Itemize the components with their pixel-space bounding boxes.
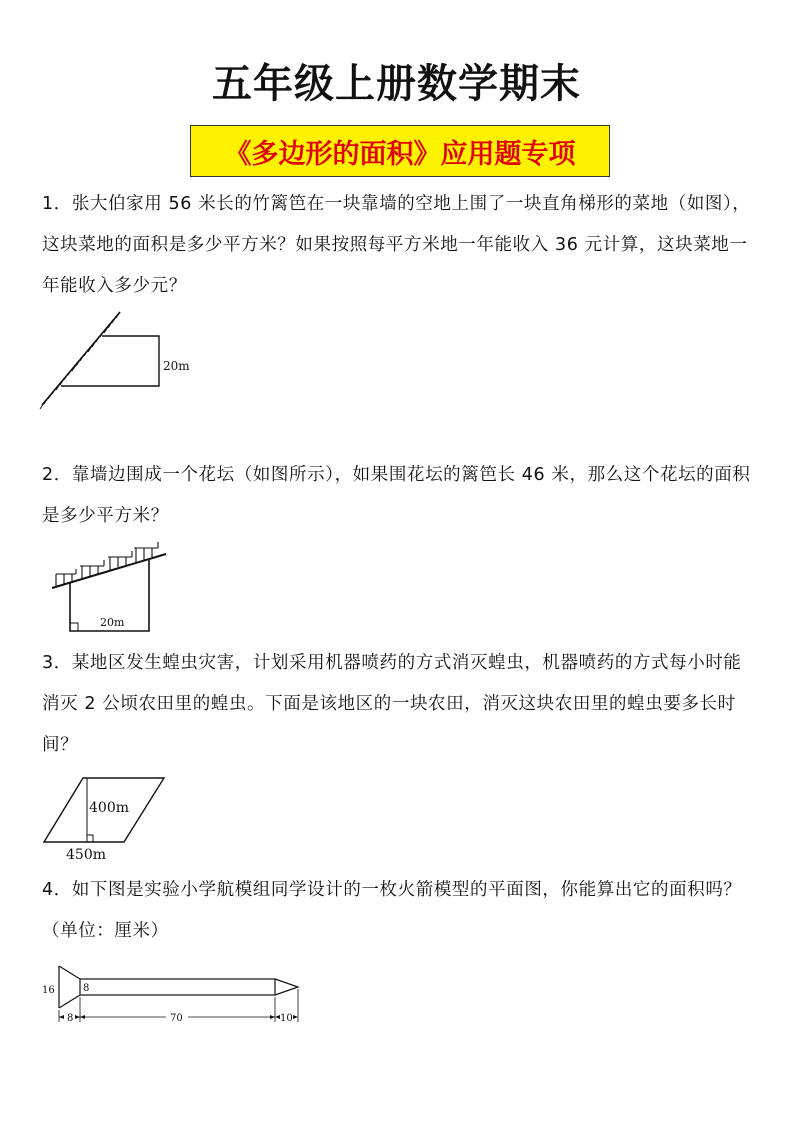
height-label: 20m	[163, 359, 190, 373]
left-height-label: 16	[42, 985, 55, 996]
page-title: 五年级上册数学期末	[212, 61, 581, 107]
question-1-text: 1．张大伯家用 56 米长的竹篱笆在一块靠墙的空地上围了一块直角梯形的菜地（如图），这块菜地的面积是多少平方米？如果按照每平方米地一年能收入 36 元计算，这块菜地一年能收入多少元？	[42, 194, 751, 296]
wall-steps	[56, 542, 158, 587]
nose-length-label: 10	[280, 1013, 293, 1024]
rocket-body	[80, 979, 275, 995]
body-height-label: 8	[83, 983, 90, 994]
body-length-label: 70	[170, 1013, 183, 1024]
tail-length-label: 8	[67, 1013, 74, 1024]
question-2-text: 2．靠墙边围成一个花坛（如图所示），如果围花坛的篱笆长 46 米，那么这个花坛的面积是多少平方米？	[42, 465, 751, 526]
question-3-text: 3．某地区发生蝗虫灾害，计划采用机器喷药的方式消灭蝗虫，机器喷药的方式每小时能消灭 2 公顷农田里的蝗虫。下面是该地区的一块农田，消灭这块农田里的蝗虫要多长时间？	[42, 653, 742, 755]
subtitle-banner	[190, 125, 610, 177]
rocket-nose	[275, 979, 298, 995]
tail-bottom-edge	[59, 995, 80, 1008]
height-label: 400m	[89, 800, 129, 816]
tail-top-edge	[59, 966, 80, 979]
subtitle: 《多边形的面积》应用题专项	[224, 138, 576, 170]
question-3-figure	[40, 772, 170, 864]
question-2-figure	[46, 538, 176, 638]
question-1-figure	[38, 306, 218, 416]
question-4-figure	[40, 962, 310, 1030]
base-label: 20m	[100, 616, 125, 629]
right-angle-mark	[70, 623, 78, 631]
fence-outline	[61, 336, 159, 386]
question-4-text: 4．如下图是实验小学航模组同学设计的一枚火箭模型的平面图，你能算出它的面积吗？（单位：厘米）	[42, 880, 742, 941]
base-label: 450m	[66, 847, 106, 863]
right-angle-mark	[87, 835, 93, 842]
